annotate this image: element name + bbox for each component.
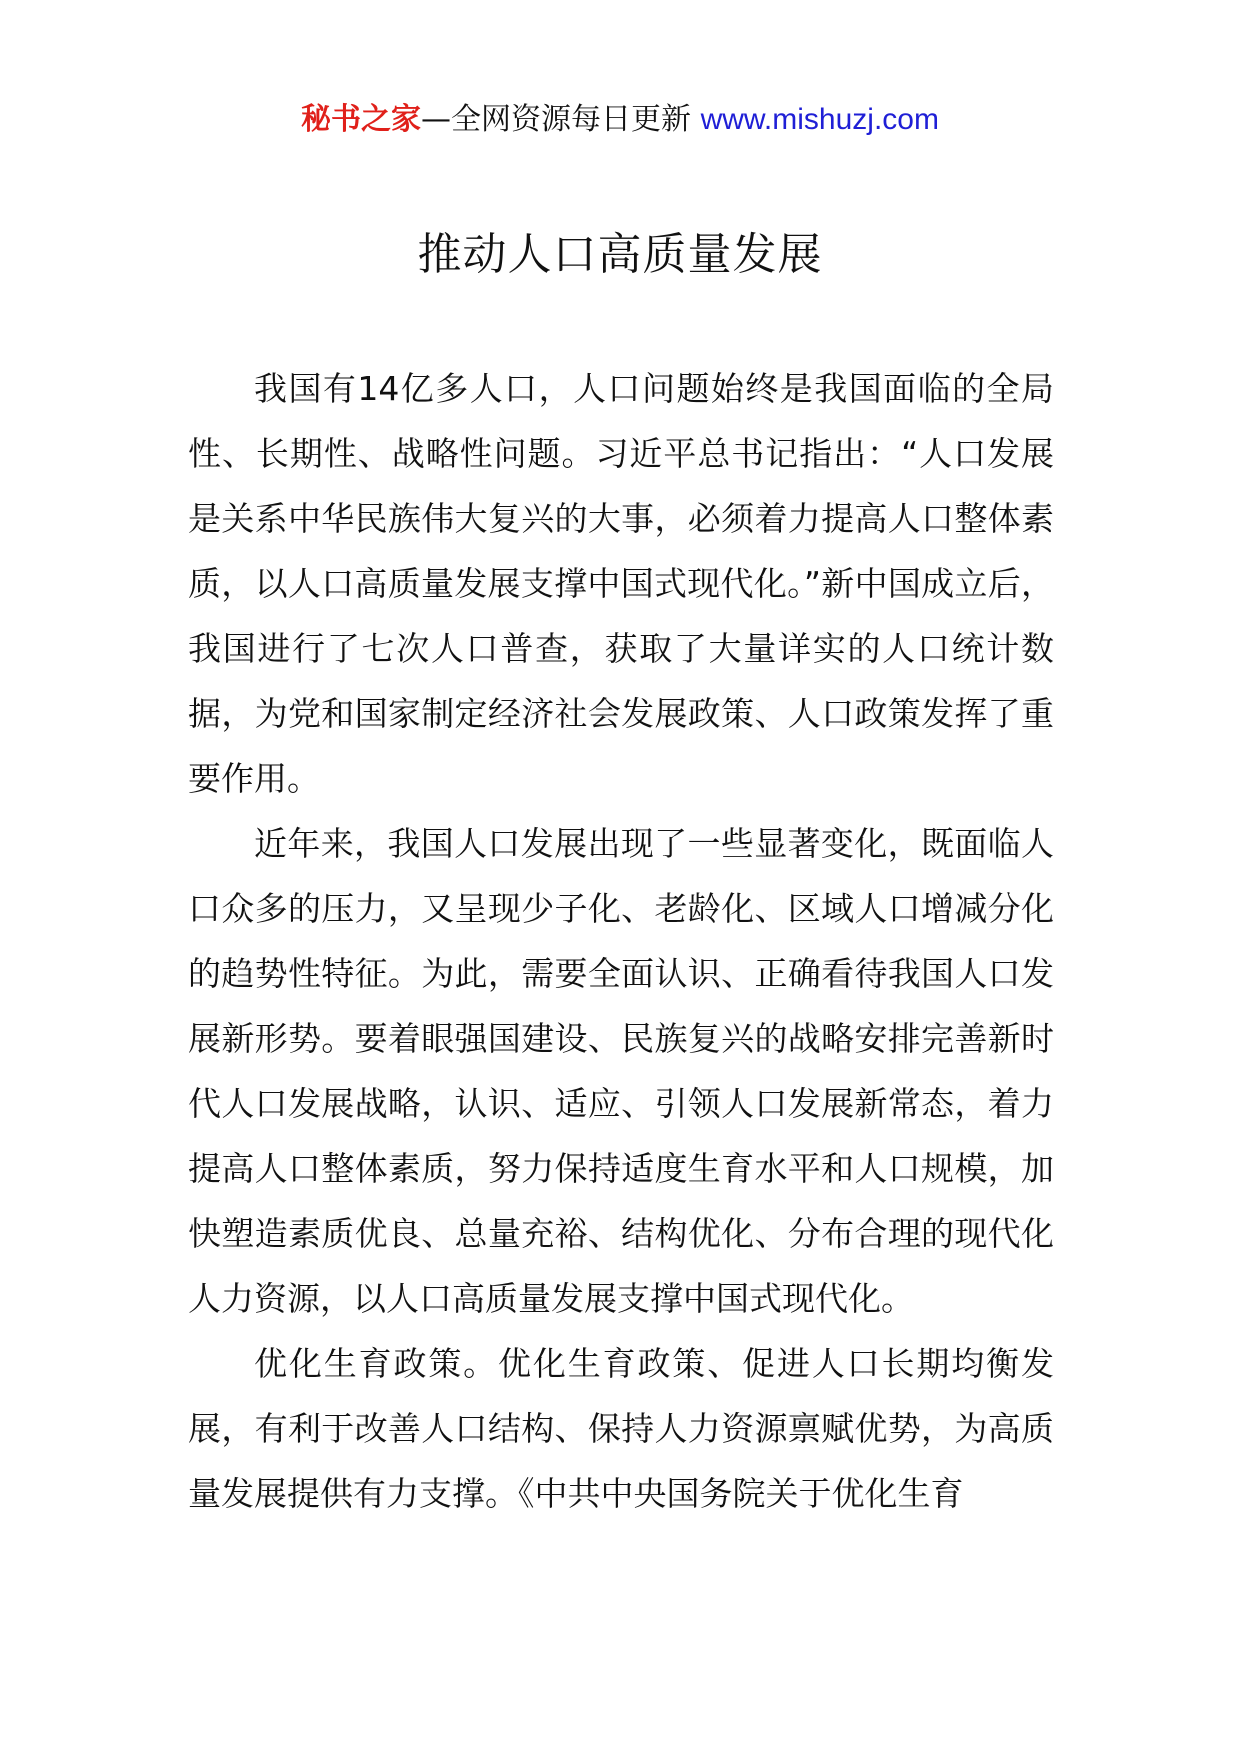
document-body: [188, 356, 1054, 1526]
site-tagline: —全网资源每日更新: [421, 102, 692, 137]
site-brand: 秘书之家: [301, 102, 422, 137]
site-header: [0, 100, 1240, 140]
site-url-link[interactable]: www.mishuzj.com: [700, 103, 939, 136]
paragraph-1: 我国有14亿多人口，人口问题始终是我国面临的全局性、长期性、战略性问题。习近平总书记指出：“人口发展是关系中华民族伟大复兴的大事，必须着力提高人口整体素质，以人口高质量发展支撑中国式现代化。”新中国成立后，我国进行了七次人口普查，获取了大量详实的人口统计数据，为党和国家制定经济社会发展政策、人口政策发挥了重要作用。: [188, 369, 1054, 798]
document-title: 推动人口高质量发展: [417, 229, 823, 280]
paragraph-2: 近年来，我国人口发展出现了一些显著变化，既面临人口众多的压力，又呈现少子化、老龄化、区域人口增减分化的趋势性特征。为此，需要全面认识、正确看待我国人口发展新形势。要着眼强国建设、民族复兴的战略安排完善新时代人口发展战略，认识、适应、引领人口发展新常态，着力提高人口整体素质，努力保持适度生育水平和人口规模，加快塑造素质优良、总量充裕、结构优化、分布合理的现代化人力资源，以人口高质量发展支撑中国式现代化。: [188, 824, 1054, 1318]
paragraph-3: 优化生育政策。优化生育政策、促进人口长期均衡发展，有利于改善人口结构、保持人力资源禀赋优势，为高质量发展提供有力支撑。《中共中央国务院关于优化生育: [188, 1344, 1054, 1513]
